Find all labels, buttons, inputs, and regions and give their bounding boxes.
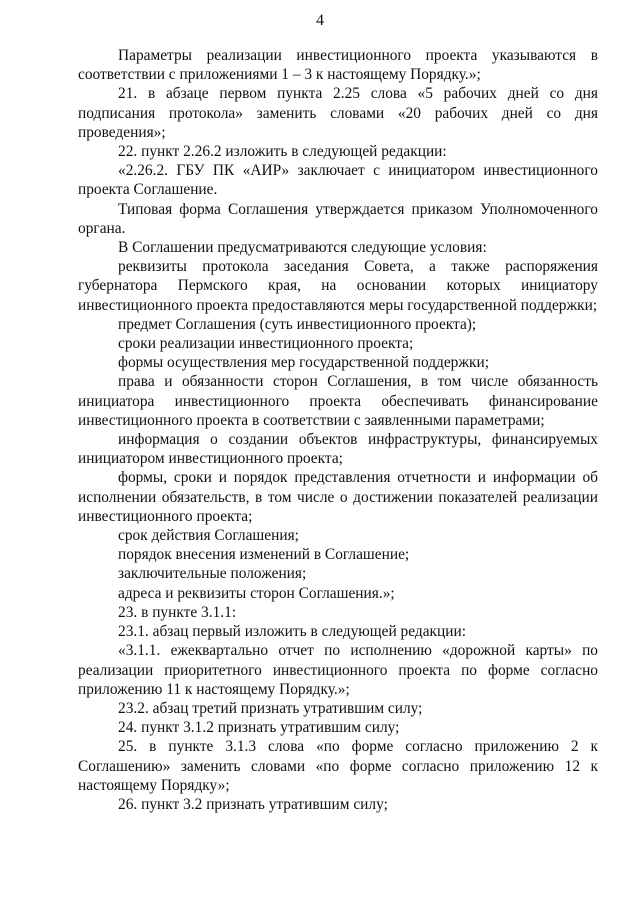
paragraph: срок действия Соглашения; (118, 527, 299, 545)
paragraph: 21. в абзаце первом пункта 2.25 слова «5 рабочих дней со дня подписания протокола» заменить словами «20 рабочих дней со дня проведения»; (78, 85, 598, 141)
paragraph: 22. пункт 2.26.2 изложить в следующей редакции: (118, 143, 447, 161)
paragraph: информация о создании объектов инфраструктуры, финансируемых инициатором инвестиционного проекта; (78, 431, 598, 468)
paragraph: реквизиты протокола заседания Совета, а также распоряжения губернатора Пермского края, на основании которых инициатору инвестиционного проекта предоставляются меры государственной поддержки; (78, 258, 598, 314)
paragraph: заключительные положения; (118, 565, 307, 583)
paragraph: 23.2. абзац третий признать утратившим силу; (118, 699, 423, 717)
paragraph: Параметры реализации инвестиционного проекта указываются в соответствии с приложениями 1 – 3 к настоящему Порядку.»; (78, 47, 598, 84)
paragraph: формы, сроки и порядок представления отчетности и информации об исполнении обязательств, в том числе о достижении показателей реализации инвестиционного проекта; (78, 469, 598, 525)
page-number: 4 (316, 12, 324, 29)
paragraph: порядок внесения изменений в Соглашение; (118, 546, 410, 564)
paragraph: 23. в пункте 3.1.1: (118, 603, 237, 621)
paragraph: адреса и реквизиты сторон Соглашения.»; (118, 584, 395, 602)
document-body (78, 46, 598, 814)
paragraph: В Соглашении предусматриваются следующие условия: (118, 239, 487, 257)
paragraph: формы осуществления мер государственной поддержки; (118, 354, 490, 372)
paragraph: сроки реализации инвестиционного проекта; (118, 335, 414, 353)
paragraph: «2.26.2. ГБУ ПК «АИР» заключает с инициатором инвестиционного проекта Соглашение. (78, 162, 598, 199)
paragraph: 26. пункт 3.2 признать утратившим силу; (118, 795, 388, 813)
paragraph: 24. пункт 3.1.2 признать утратившим силу; (118, 719, 400, 737)
paragraph: 23.1. абзац первый изложить в следующей редакции: (118, 623, 467, 641)
paragraph: права и обязанности сторон Соглашения, в том числе обязанность инициатора инвестиционного проекта обеспечивать финансирование инвестиционного проекта в соответствии с заявленными параметрами; (78, 373, 598, 429)
paragraph: Типовая форма Соглашения утверждается приказом Уполномоченного органа. (78, 200, 598, 237)
paragraph: предмет Соглашения (суть инвестиционного проекта); (118, 315, 477, 333)
paragraph: 25. в пункте 3.1.3 слова «по форме согласно приложению 2 к Соглашению» заменить словами «по форме согласно приложению 12 к настоящему Порядку»; (78, 738, 598, 794)
paragraph: «3.1.1. ежеквартально отчет по исполнению «дорожной карты» по реализации приоритетного инвестиционного проекта по форме согласно приложению 11 к настоящему Порядку.»; (78, 642, 598, 698)
